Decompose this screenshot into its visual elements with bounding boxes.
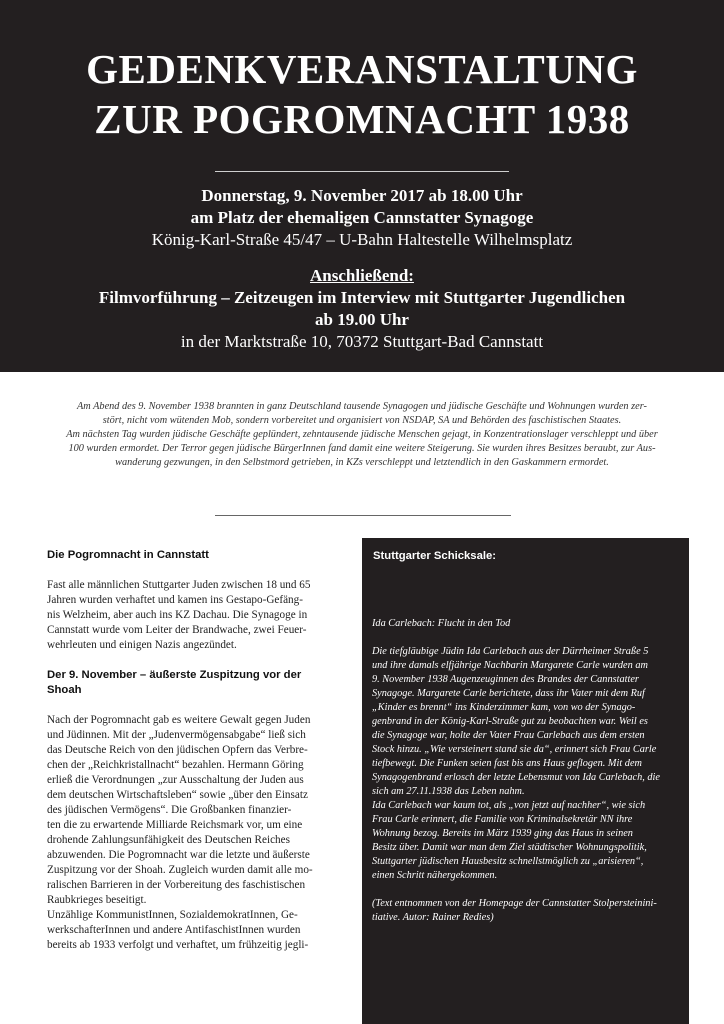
title-line-2: ZUR POGROMNACHT 1938 <box>94 96 630 142</box>
header-divider <box>215 171 509 172</box>
text-line: die Synagoge war, holte der Vater Frau Carlebach aus dem ersten <box>372 730 645 741</box>
text-line: 9. November 1938 Augenzeuginnen des Brandes der Cannstatter <box>372 674 639 685</box>
page-title <box>0 44 724 144</box>
text-line: nis Welzheim, aber auch ins KZ Dachau. Die Synagoge in <box>47 609 308 621</box>
text-line: Raubkrieges beseitigt. <box>47 894 147 906</box>
text-line: tiative. Autor: Rainer Redies) <box>372 912 494 923</box>
text-line: das Deutsche Reich von den jüdischen Opfern das Verbre- <box>47 744 308 756</box>
text-line: dem deutschen Wirtschaftsleben“ sowie „über den Einsatz <box>47 789 308 801</box>
title-line-1: GEDENKVERANSTALTUNG <box>86 46 638 92</box>
text-line: Cannstatt wurde vom Leiter der Brandwache, zwei Feuer- <box>47 624 307 636</box>
paragraph-pogromnacht <box>47 578 354 653</box>
sidebar-heading: Stuttgarter Schicksale: <box>373 550 497 562</box>
text-line: wehrleuten und einigen Nazis angezündet. <box>47 639 237 651</box>
event-place: am Platz der ehemaligen Cannstatter Synagoge <box>190 208 534 227</box>
left-column <box>47 548 354 1024</box>
text-line: ten die zu erwartende Milliarde Reichsmark vor, um eine <box>47 819 303 831</box>
text-line: Stuttgarter jüdischen Hausbesitz schnellstmöglich zu „arisieren“, <box>372 856 644 867</box>
text-line: „Kinder es brennt“ ins Kinderzimmer kam, von wo der Synago- <box>372 702 636 713</box>
text-line: und Jüdinnen. Mit der „Judenvermögensabgabe“ ließ sich <box>47 729 306 741</box>
section-heading-pogromnacht: Die Pogromnacht in Cannstatt <box>47 549 209 561</box>
text-line: bereits ab 1933 verfolgt und verhaftet, um frühzeitig jegli- <box>47 939 309 951</box>
source-note <box>372 897 675 925</box>
text-line: tiefbewegt. Die Funken seien fast bis ans Haus geflogen. Mit dem <box>372 758 642 769</box>
text-line: Nach der Pogromnacht gab es weitere Gewalt gegen Juden <box>47 714 311 726</box>
text-line: und ihre damals elfjährige Nachbarin Margarete Carle wurden am <box>372 660 648 671</box>
heading-line: Shoah <box>47 684 82 696</box>
intro-line: Am nächsten Tag wurden jüdische Geschäfte geplündert, zehntausende jüdische Menschen gejagt, in Konzentrationslager verschleppt und über <box>66 429 658 440</box>
intro-line: stört, nicht vom wütenden Mob, sondern vorbereitet und organisiert von NSDAP, SA und Behörden des faschistischen Staates. <box>102 415 622 426</box>
text-line: drohende Zahlungsunfähigkeit des Deutschen Reiches <box>47 834 290 846</box>
text-line: Die tiefgläubige Jüdin Ida Carlebach aus der Dürrheimer Straße 5 <box>372 646 649 657</box>
header-banner <box>0 0 724 372</box>
paragraph-9-november <box>47 713 354 953</box>
film-time: ab 19.00 Uhr <box>315 310 409 329</box>
text-line: Fast alle männlichen Stuttgarter Juden zwischen 18 und 65 <box>47 579 311 591</box>
text-line: Zuspitzung vor der Shoah. Zugleich wurden damit alle mo- <box>47 864 313 876</box>
intro-line: wanderung gezwungen, in den Selbstmord getrieben, in KZs verschleppt und letztendlich in den Gaskammern ermordet. <box>115 457 609 468</box>
text-line: Synagogenbrand erlosch der letzte Lebensmut von Ida Carlebach, die <box>372 772 660 783</box>
heading-line: Der 9. November – äußerste Zuspitzung vor der <box>47 669 302 681</box>
text-line: einen Schritt nähergekommen. <box>372 870 498 881</box>
text-line: Wohnung bezog. Bereits im März 1939 ging das Haus in seinen <box>372 828 633 839</box>
event-date: Donnerstag, 9. November 2017 ab 18.00 Uhr <box>201 186 523 205</box>
text-line: Jahren wurden verhaftet und kamen ins Gestapo-Gefäng- <box>47 594 303 606</box>
text-line: erließ die Verordnungen „zur Ausschaltung der Juden aus <box>47 774 304 786</box>
after-label: Anschließend: <box>310 266 414 285</box>
event-info <box>0 185 724 353</box>
story-text <box>372 617 675 925</box>
text-line: Frau Carle erinnert, die Familie von Kriminalsekretär NN ihre <box>372 814 633 825</box>
text-line: abzuwenden. Die Pogromnacht war die letzte und äußerste <box>47 849 310 861</box>
film-address: in der Marktstraße 10, 70372 Stuttgart-Bad Cannstatt <box>180 332 544 351</box>
film-title: Filmvorführung – Zeitzeugen im Interview mit Stuttgarter Jugendlichen <box>98 288 626 307</box>
text-line: ralischen Barrieren in der Vorbereitung des faschistischen <box>47 879 306 891</box>
text-line: werkschafterInnen und andere AntifaschistInnen wurden <box>47 924 301 936</box>
text-line: Synagoge. Margarete Carle berichtete, dass ihr Vater mit dem Ruf <box>372 688 645 699</box>
text-line: genbrand in der König-Karl-Straße gut zu beobachten war. Weil es <box>372 716 648 727</box>
text-line: des jüdischen Vermögens“. Die Großbanken finanzier- <box>47 804 292 816</box>
intro-line: 100 wurden ermordet. Der Terror gegen jüdische BürgerInnen fand damit eine weitere Steigerung. Sie wurden ihres Besitzes beraubt, zur Aus- <box>68 443 656 454</box>
right-sidebar-box <box>362 538 689 1024</box>
text-line: Besitz über. Damit war man dem Ziel städtischer Wohnungspolitik, <box>372 842 647 853</box>
text-line: Stock hinzu. „Wie versteinert stand sie da“, erinnert sich Frau Carle <box>372 744 657 755</box>
text-line: Ida Carlebach war kaum tot, als „von jetzt auf nachher“, wie sich <box>372 800 646 811</box>
text-line: Unzählige KommunistInnen, SozialdemokratInnen, Ge- <box>47 909 298 921</box>
event-address: König-Karl-Straße 45/47 – U-Bahn Haltestelle Wilhelmsplatz <box>151 230 573 249</box>
section-divider <box>215 515 511 516</box>
text-line: sich am 27.11.1938 das Leben nahm. <box>372 786 525 797</box>
section-heading-9-november <box>47 668 354 698</box>
intro-line: Am Abend des 9. November 1938 brannten in ganz Deutschland tausende Synagogen und jüdische Geschäfte und Wohnungen wurden zer- <box>77 401 647 412</box>
text-line: (Text entnommen von der Homepage der Cannstatter Stolpersteinini- <box>372 898 657 909</box>
text-line: chen der „Reichkristallnacht“ bezahlen. Hermann Göring <box>47 759 304 771</box>
story-title: Ida Carlebach: Flucht in den Tod <box>372 618 511 629</box>
story-body <box>372 645 675 883</box>
intro-paragraph <box>44 400 680 470</box>
